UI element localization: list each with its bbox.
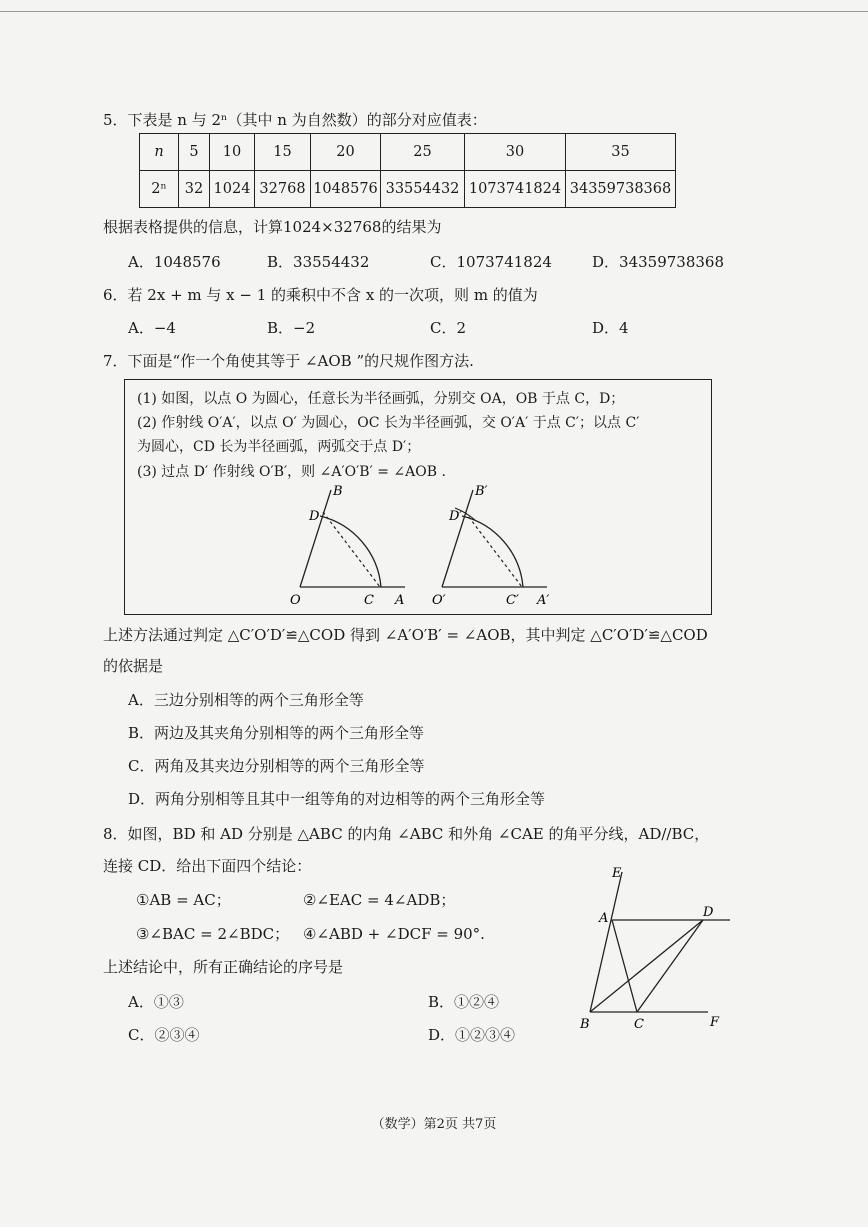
q8-conclusion-2: ②∠EAC = 4∠ADB； — [303, 891, 456, 909]
table-cell: 1073741824 — [465, 171, 566, 208]
table-cell: 2ⁿ — [140, 171, 179, 208]
label-a: A — [599, 911, 609, 926]
label-c: C — [364, 593, 374, 608]
table-cell: 1048576 — [311, 171, 381, 208]
label-c: C — [634, 1017, 644, 1032]
q7-after-line2: 的依据是 — [103, 657, 164, 675]
q8-option-a[interactable]: A．①③ — [128, 993, 184, 1011]
q5-option-b[interactable]: B．33554432 — [267, 253, 370, 271]
page-top-border — [0, 11, 868, 12]
q7-step-2: (2) 作射线 O′A′，以点 O′ 为圆心，OC 长为半径画弧，交 O′A′ 于点 C′；以点 C′ — [137, 415, 640, 431]
table-cell: 30 — [465, 134, 566, 171]
line-be — [590, 872, 622, 1012]
q7-after-line1: 上述方法通过判定 △C′O′D′≌△COD 得到 ∠A′O′B′ = ∠AOB，其中判定 △C′O′D′≌△COD — [103, 626, 708, 644]
q7-option-b[interactable]: B．两边及其夹角分别相等的两个三角形全等 — [128, 724, 425, 742]
q7-construction-box — [124, 379, 712, 615]
table-cell: 33554432 — [381, 171, 465, 208]
label-b: B — [580, 1017, 590, 1032]
q8-question: 上述结论中，所有正确结论的序号是 — [103, 958, 344, 976]
q7-figure-left — [285, 480, 415, 612]
q7-step-3: (3) 过点 D′ 作射线 O′B′，则 ∠A′O′B′ = ∠AOB . — [137, 464, 446, 480]
q8-option-b[interactable]: B．①②④ — [428, 993, 500, 1011]
table-cell: 15 — [255, 134, 311, 171]
label-d: D — [703, 905, 714, 920]
q8-stem-line2: 连接 CD．给出下面四个结论： — [103, 857, 312, 875]
q7-step-1: (1) 如图，以点 O 为圆心，任意长为半径画弧，分别交 OA，OB 于点 C，D； — [137, 391, 625, 407]
q6-option-c[interactable]: C．2 — [430, 319, 467, 337]
q5-stem: 5．下表是 n 与 2ⁿ（其中 n 为自然数）的部分对应值表： — [103, 111, 487, 129]
q8-conclusion-4: ④∠ABD + ∠DCF = 90°. — [303, 925, 485, 943]
line-ac — [612, 920, 637, 1012]
q7-step-2-cont: 为圆心，CD 长为半径画弧，两弧交于点 D′； — [137, 439, 421, 455]
dashed-c-d-prime — [465, 512, 522, 587]
ray-ob — [300, 490, 331, 587]
table-row — [140, 134, 676, 171]
q6-option-d[interactable]: D．4 — [592, 319, 629, 337]
label-c-prime: C′ — [506, 593, 519, 608]
label-a: A — [395, 593, 405, 608]
q8-conclusion-1: ①AB = AC； — [136, 891, 231, 909]
q8-figure — [572, 862, 740, 1038]
q5-option-d[interactable]: D．34359738368 — [592, 253, 725, 271]
table-row — [140, 171, 676, 208]
table-cell: 10 — [210, 134, 255, 171]
table-cell: 1024 — [210, 171, 255, 208]
table-cell: 25 — [381, 134, 465, 171]
q7-figure-right — [427, 480, 557, 612]
q8-conclusion-3: ③∠BAC = 2∠BDC； — [136, 925, 290, 943]
label-e: E — [612, 866, 622, 881]
table-cell: 5 — [179, 134, 210, 171]
q7-option-c[interactable]: C．两角及其夹边分别相等的两个三角形全等 — [128, 757, 425, 775]
table-cell: 32768 — [255, 171, 311, 208]
page-footer: （数学）第2页 共7页 — [371, 1117, 497, 1132]
q7-option-d[interactable]: D．两角分别相等且其中一组等角的对边相等的两个三角形全等 — [128, 790, 546, 808]
q8-option-d[interactable]: D．①②③④ — [428, 1026, 516, 1044]
q5-value-table — [139, 133, 676, 208]
q6-stem: 6．若 2x + m 与 x − 1 的乘积中不含 x 的一次项，则 m 的值为 — [103, 286, 538, 304]
q7-option-a[interactable]: A．三边分别相等的两个三角形全等 — [128, 691, 364, 709]
q7-stem: 7．下面是“作一个角使其等于 ∠AOB ”的尺规作图方法. — [103, 352, 474, 370]
q6-option-a[interactable]: A．−4 — [128, 319, 176, 337]
table-cell: 20 — [311, 134, 381, 171]
ray-o-b-prime — [442, 490, 473, 587]
q8-option-c[interactable]: C．②③④ — [128, 1026, 200, 1044]
q8-stem-line1: 8．如图，BD 和 AD 分别是 △ABC 的内角 ∠ABC 和外角 ∠CAE 的角平分线，AD//BC， — [103, 825, 710, 843]
q5-option-a[interactable]: A．1048576 — [128, 253, 221, 271]
q5-question: 根据表格提供的信息，计算1024×32768的结果为 — [103, 218, 442, 236]
table-cell: 35 — [566, 134, 676, 171]
label-d: D — [309, 509, 320, 524]
table-cell: 32 — [179, 171, 210, 208]
dashed-cd — [323, 512, 380, 587]
table-cell: 34359738368 — [566, 171, 676, 208]
label-a-prime: A′ — [537, 593, 550, 608]
q6-option-b[interactable]: B．−2 — [267, 319, 316, 337]
label-b-prime: B′ — [475, 484, 488, 499]
label-o: O — [290, 593, 301, 608]
table-cell: n — [140, 134, 179, 171]
q5-option-c[interactable]: C．1073741824 — [430, 253, 552, 271]
label-f: F — [710, 1015, 720, 1030]
label-o-prime: O′ — [432, 593, 446, 608]
label-d-prime: D′ — [449, 509, 463, 524]
label-b: B — [333, 484, 343, 499]
